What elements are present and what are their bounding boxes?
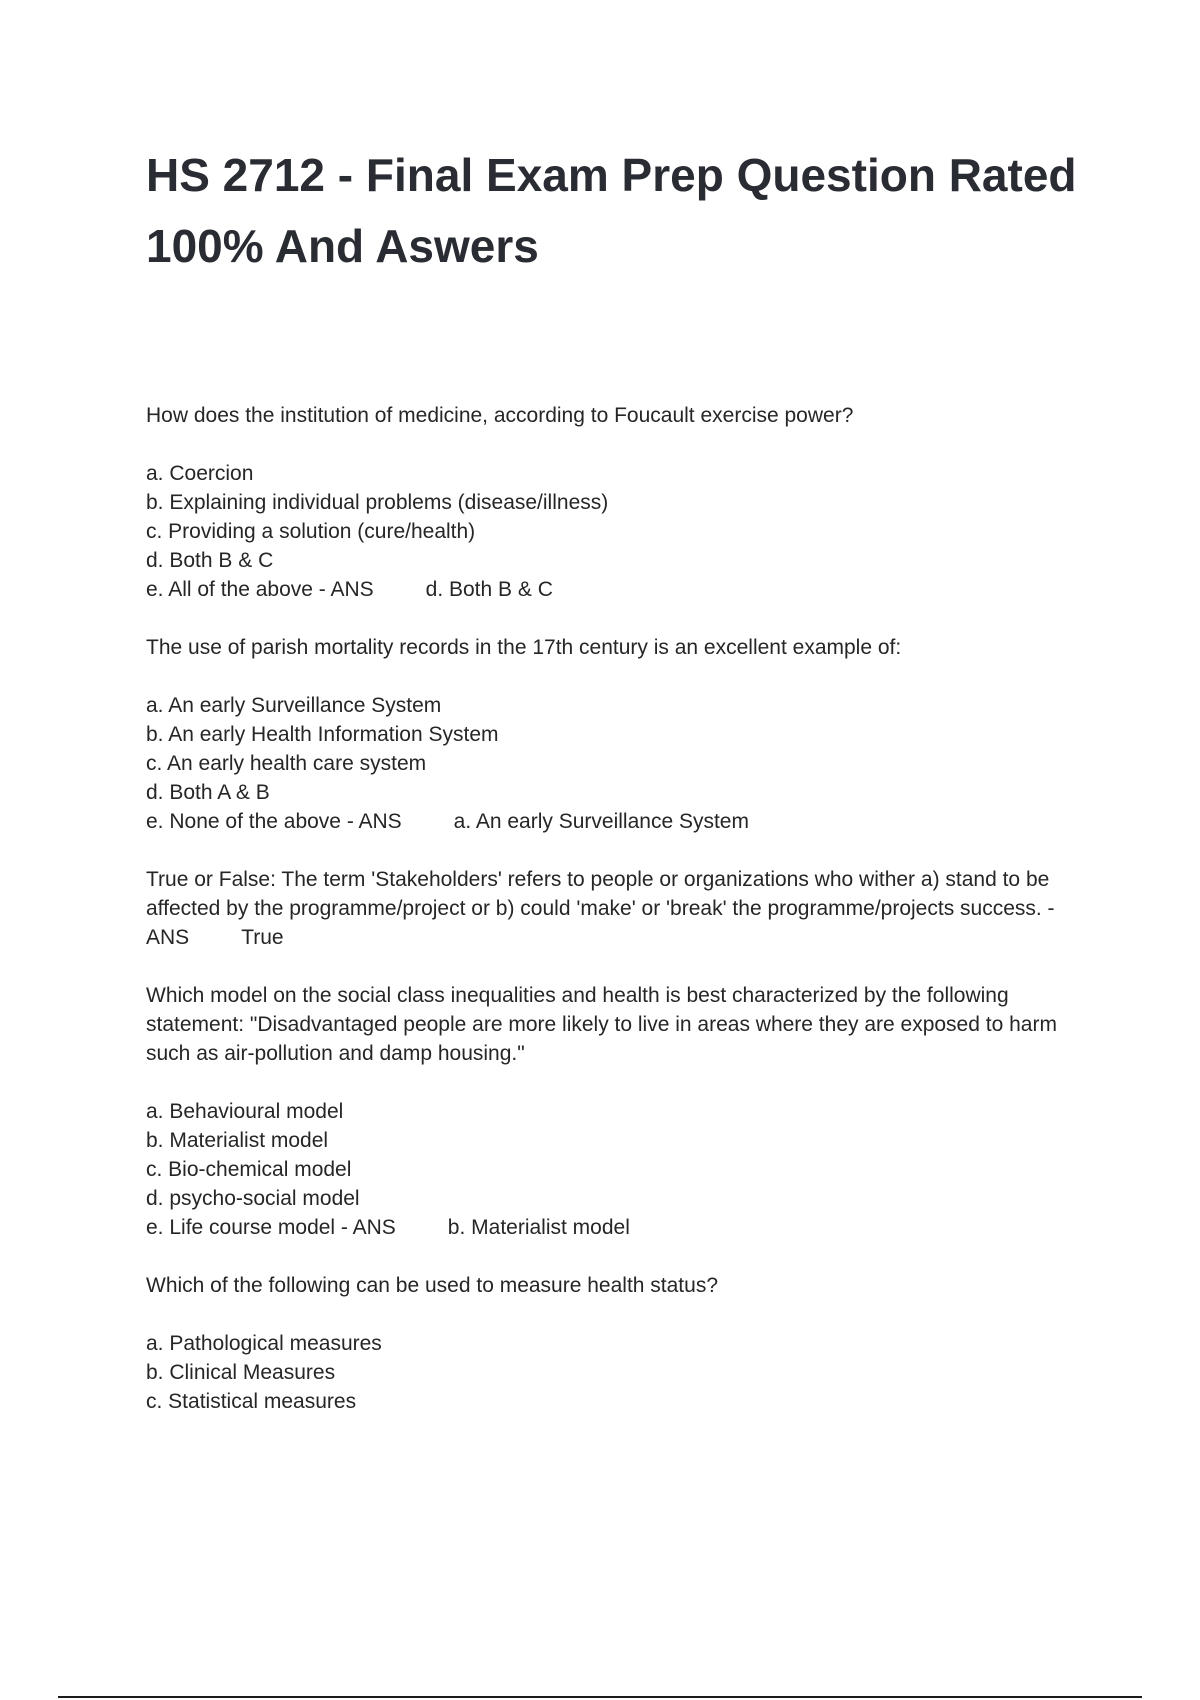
answer: b. Materialist model: [447, 1216, 630, 1239]
option-list: [146, 691, 1086, 836]
option: d. Both A & B: [146, 781, 270, 804]
answer-line: [146, 575, 1086, 604]
option-list: [146, 1329, 1086, 1416]
answer: True: [241, 926, 284, 949]
option-list: [146, 459, 1086, 604]
answer: d. Both B & C: [425, 578, 553, 601]
option: b. Materialist model: [146, 1129, 329, 1152]
option: b. An early Health Information System: [146, 723, 499, 746]
option: d. Both B & C: [146, 549, 274, 572]
option: a. Pathological measures: [146, 1332, 382, 1355]
option-list: [146, 1097, 1086, 1242]
page-title: HS 2712 - Final Exam Prep Question Rated 100% And Aswers: [146, 149, 1077, 272]
option: a. Behavioural model: [146, 1100, 344, 1123]
option: a. Coercion: [146, 462, 254, 485]
answer: a. An early Surveillance System: [453, 810, 749, 833]
question-prompt: Which of the following can be used to measure health status?: [146, 1274, 719, 1297]
question-prompt: The use of parish mortality records in the 17th century is an excellent example of:: [146, 636, 902, 659]
question-prompt: Which model on the social class inequalities and health is best characterized by the following statement: "Disadvantaged people are more likely to live in areas where they are exposed to harm such as air-pollution and damp housing.": [146, 984, 1063, 1065]
option: a. An early Surveillance System: [146, 694, 442, 717]
option: c. An early health care system: [146, 752, 427, 775]
option: b. Clinical Measures: [146, 1361, 336, 1384]
answer-line: [146, 807, 1086, 836]
option: e. None of the above - ANS: [146, 810, 402, 833]
option: c. Bio-chemical model: [146, 1158, 352, 1181]
option: c. Providing a solution (cure/health): [146, 520, 476, 543]
question-prompt: True or False: The term 'Stakeholders' refers to people or organizations who wither a) stand to be affected by the programme/project or b) could 'make' or 'break' the programme/projects success. - ANS: [146, 868, 1060, 949]
option: c. Statistical measures: [146, 1390, 357, 1413]
question-list: [146, 401, 1086, 1445]
question-prompt: How does the institution of medicine, according to Foucault exercise power?: [146, 404, 854, 427]
option: d. psycho-social model: [146, 1187, 360, 1210]
page-bottom-divider: [58, 1696, 1142, 1698]
option: b. Explaining individual problems (disease/illness): [146, 491, 609, 514]
option: e. Life course model - ANS: [146, 1216, 396, 1239]
question-block: [146, 865, 1086, 952]
answer-line: [146, 1213, 1086, 1242]
option: e. All of the above - ANS: [146, 578, 374, 601]
